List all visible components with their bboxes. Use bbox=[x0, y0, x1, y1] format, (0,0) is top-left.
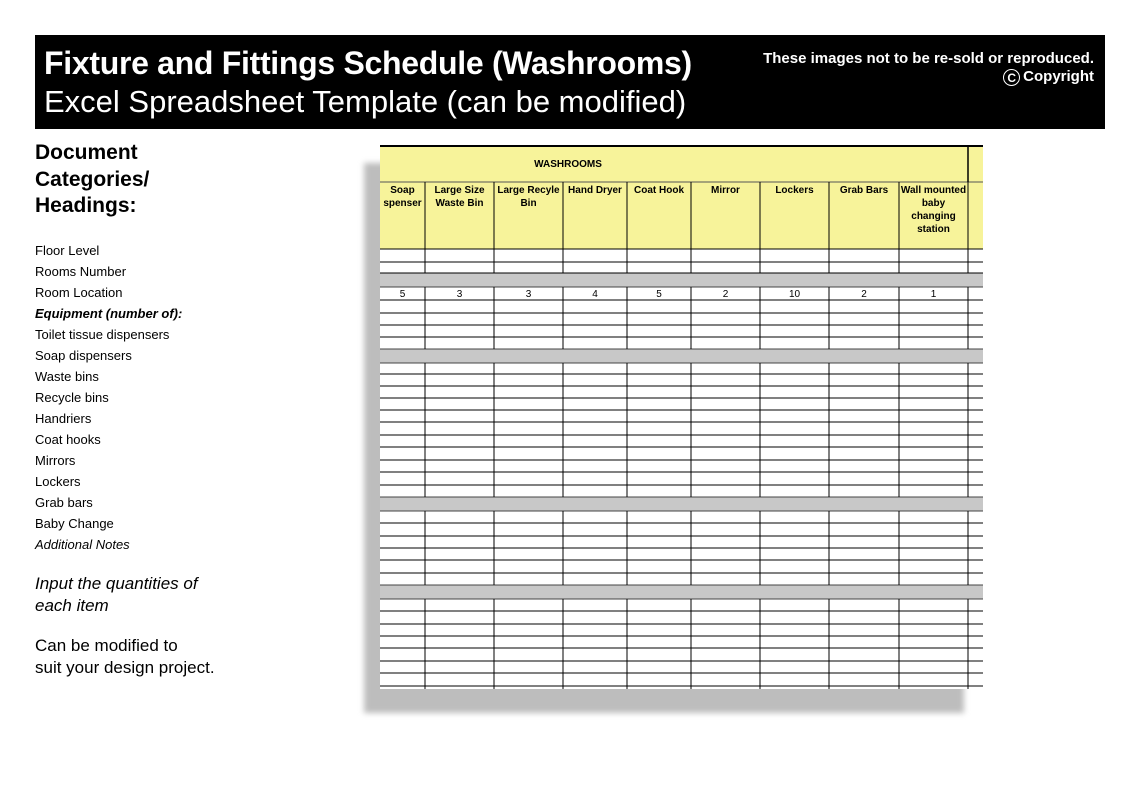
copyright-icon: C bbox=[1003, 69, 1020, 86]
page-subtitle: Excel Spreadsheet Template (can be modified) bbox=[44, 84, 687, 119]
category-item: Recycle bins bbox=[35, 390, 109, 405]
separator-band bbox=[380, 585, 983, 599]
section-title: WASHROOMS bbox=[534, 159, 602, 170]
quantities-note bbox=[35, 573, 198, 616]
note-line: suit your design project. bbox=[35, 657, 215, 677]
header-banner bbox=[35, 35, 1105, 129]
column-header: Wall mounted bbox=[900, 185, 967, 196]
page-title: Fixture and Fittings Schedule (Washrooms) bbox=[44, 45, 692, 81]
category-item: Floor Level bbox=[35, 243, 100, 258]
note-line: each item bbox=[35, 595, 109, 615]
column-header: Bin bbox=[520, 198, 537, 209]
column-header: station bbox=[917, 224, 950, 235]
quantity-cell: 3 bbox=[525, 289, 532, 300]
category-item: Soap dispensers bbox=[35, 348, 132, 363]
quantity-cell: 4 bbox=[592, 289, 598, 300]
quantity-cell: 5 bbox=[656, 289, 662, 300]
quantity-cell: 3 bbox=[456, 289, 463, 300]
category-item: Waste bins bbox=[35, 369, 99, 384]
category-item: Equipment (number of): bbox=[35, 306, 183, 321]
separator-band bbox=[380, 349, 983, 363]
category-item: Grab bars bbox=[35, 495, 93, 510]
spreadsheet-grid bbox=[380, 145, 983, 689]
column-header: Large Recyle bbox=[497, 185, 560, 196]
copyright-line bbox=[763, 68, 1094, 86]
category-item: Room Location bbox=[35, 285, 123, 300]
separator-band bbox=[380, 497, 983, 511]
category-item: Mirrors bbox=[35, 453, 76, 468]
column-header: Lockers bbox=[775, 185, 814, 196]
category-item: Additional Notes bbox=[35, 537, 130, 552]
category-item: Handriers bbox=[35, 411, 92, 426]
column-header: baby bbox=[921, 198, 946, 209]
header-fill bbox=[380, 145, 983, 249]
category-item: Coat hooks bbox=[35, 432, 101, 447]
document-categories-heading bbox=[35, 140, 235, 220]
copyright-notice bbox=[763, 50, 1094, 86]
category-list bbox=[35, 240, 182, 555]
category-item: Rooms Number bbox=[35, 264, 127, 279]
category-item: Toilet tissue dispensers bbox=[35, 327, 170, 342]
category-item: Lockers bbox=[35, 474, 81, 489]
resale-warning: These images not to be re-sold or reproduced. bbox=[763, 50, 1094, 67]
modify-note bbox=[35, 635, 215, 678]
quantity-cell: 2 bbox=[861, 289, 867, 300]
column-header: Mirror bbox=[711, 185, 740, 196]
copyright-label: Copyright bbox=[1023, 68, 1094, 85]
column-header: Coat Hook bbox=[634, 185, 684, 196]
column-header: Waste Bin bbox=[435, 198, 484, 209]
heading-line: Categories/ bbox=[35, 167, 150, 191]
category-item: Baby Change bbox=[35, 516, 114, 531]
note-line: Can be modified to bbox=[35, 636, 178, 655]
column-header: Large Size bbox=[434, 185, 485, 196]
separator-band bbox=[380, 273, 983, 287]
column-header: changing bbox=[911, 211, 956, 222]
column-header: spenser bbox=[383, 198, 422, 209]
quantity-cell: 5 bbox=[399, 289, 406, 300]
spreadsheet-preview bbox=[380, 145, 983, 689]
column-header: Hand Dryer bbox=[568, 185, 622, 196]
quantity-cell: 10 bbox=[788, 289, 801, 300]
column-header: Soap bbox=[390, 185, 415, 196]
column-header: Grab Bars bbox=[839, 185, 889, 196]
heading-line: Headings: bbox=[35, 194, 137, 217]
quantity-cell: 1 bbox=[930, 289, 937, 300]
note-line: Input the quantities of bbox=[35, 574, 198, 593]
quantity-cell: 2 bbox=[722, 289, 729, 300]
heading-line: Document bbox=[35, 141, 138, 164]
